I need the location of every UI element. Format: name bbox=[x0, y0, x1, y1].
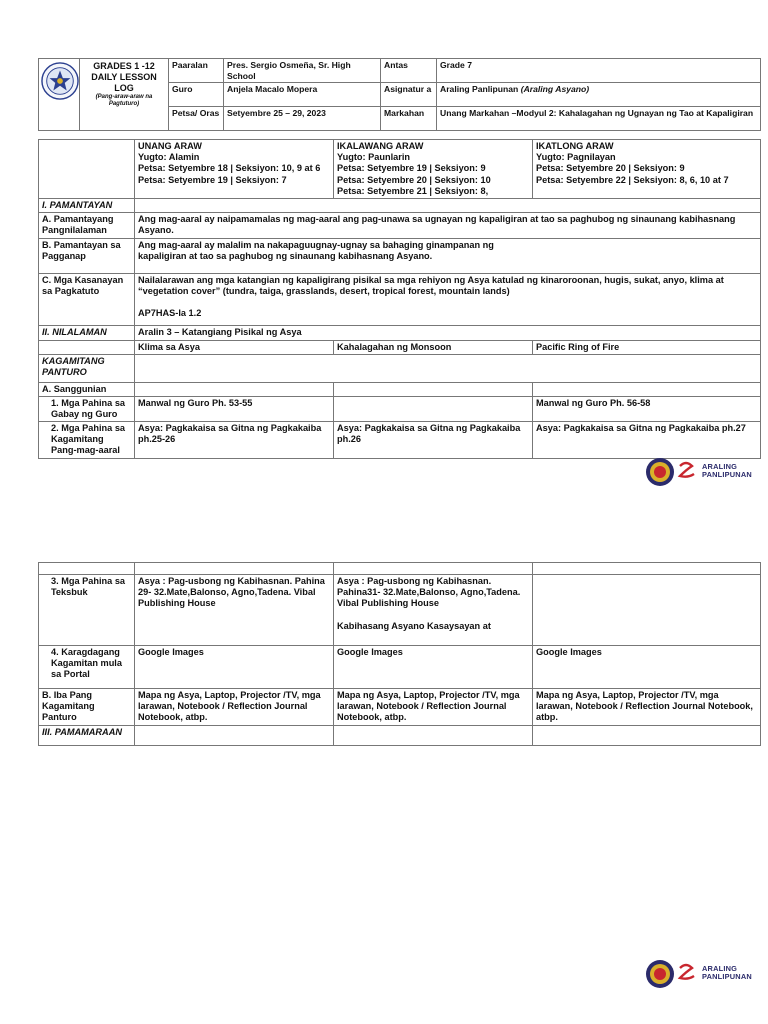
pamantayang-pangnilalaman-label: A. Pamantayang Pangnilalaman bbox=[39, 213, 135, 238]
kasanayan-text: Nailalarawan ang mga katangian ng kapaligirang pisikal sa mga rehiyon ng Asya katulad ng kinaroroonan, hugis, sukat, anyo, klima at “vegetation cover” (tundra, taiga, grasslands, desert, tropical forest, mountain lands) bbox=[138, 274, 724, 296]
brand-line1: ARALING bbox=[702, 964, 738, 973]
teksbuk-2: Asya : Pag-usbong ng Kabihasnan. Pahina31- 32.Mate,Balonso, Agno,Tadena. Vibal Publishing House bbox=[337, 576, 521, 609]
nilalaman-text: Aralin 3 – Katangiang Pisikal ng Asya bbox=[135, 325, 761, 340]
iba-pang-3: Mapa ng Asya, Laptop, Projector /TV, mga larawan, Notebook / Reflection Journal Notebook, atbp. bbox=[533, 689, 761, 726]
guro-label: Guro bbox=[169, 83, 224, 107]
kagamitan-label-cell bbox=[39, 422, 135, 459]
pamamaraan-heading: III. PAMAMARAAN bbox=[42, 727, 122, 737]
sanggunian-label: A. Sanggunian bbox=[39, 382, 135, 396]
sanggunian-blank-1 bbox=[135, 382, 334, 396]
globe-badge-icon bbox=[644, 456, 704, 488]
day-header-2 bbox=[334, 140, 533, 199]
pamamaraan-blank-2 bbox=[334, 726, 533, 746]
karagdagang-3: Google Images bbox=[533, 646, 761, 689]
kagamitang-blank bbox=[135, 354, 761, 382]
kagamitang-heading: KAGAMITANG PANTURO bbox=[39, 354, 135, 382]
pamamaraan-blank-1 bbox=[135, 726, 334, 746]
karagdagang-label-cell bbox=[39, 646, 135, 689]
p2-blank-2 bbox=[334, 563, 533, 575]
topic-1: Klima sa Asya bbox=[135, 340, 334, 354]
pamantayan-blank bbox=[135, 199, 761, 213]
p2-blank-3 bbox=[533, 563, 761, 575]
pamantayan-pagganap-label: B. Pamantayan sa Pagganap bbox=[39, 238, 135, 273]
dll-title: GRADES 1 -12 DAILY LESSON LOG bbox=[91, 61, 157, 93]
asignatura-value bbox=[437, 83, 761, 107]
day-header-3 bbox=[533, 140, 761, 199]
petsa-label: Petsa/ Oras bbox=[169, 107, 224, 131]
iba-pang-1: Mapa ng Asya, Laptop, Projector /TV, mga larawan, Notebook / Reflection Journal Notebook, atbp. bbox=[135, 689, 334, 726]
teksbuk-2-extra: Kabihasang Asyano Kasaysayan at bbox=[337, 620, 491, 631]
nilalaman-heading: II. NILALAMAN bbox=[39, 325, 135, 340]
globe-badge-icon bbox=[644, 958, 704, 990]
day1-yugto: Yugto: Alamin bbox=[138, 152, 200, 163]
day2-petsa2: Petsa: Setyembre 20 | Seksiyon: 10 bbox=[337, 174, 491, 185]
pamamaraan-blank-3 bbox=[533, 726, 761, 746]
paaralan-value: Pres. Sergio Osmeña, Sr. High School bbox=[224, 59, 381, 83]
deped-logo-cell bbox=[39, 59, 80, 131]
lesson-table-page2 bbox=[38, 562, 761, 746]
antas-label: Antas bbox=[381, 59, 437, 83]
gabay-3: Manwal ng Guro Ph. 56-58 bbox=[533, 397, 761, 422]
gabay-label: 1. Mga Pahina sa Gabay ng Guro bbox=[51, 398, 126, 420]
sanggunian-blank-2 bbox=[334, 382, 533, 396]
araling-panlipunan-logo-2 bbox=[644, 958, 762, 990]
day3-name: IKATLONG ARAW bbox=[536, 141, 614, 151]
kagamitan-3: Asya: Pagkakaisa sa Gitna ng Pagkakaiba ph.27 bbox=[533, 422, 761, 459]
lesson-table-page1 bbox=[38, 139, 761, 459]
kasanayan-label: C. Mga Kasanayan sa Pagkatuto bbox=[39, 273, 135, 325]
teksbuk-label: 3. Mga Pahina sa Teksbuk bbox=[39, 575, 135, 646]
petsa-value: Setyembre 25 – 29, 2023 bbox=[224, 107, 381, 131]
p2-blank-1 bbox=[135, 563, 334, 575]
day1-petsa1: Petsa: Setyembre 18 | Seksiyon: 10, 9 at 6 bbox=[138, 163, 321, 174]
day2-yugto: Yugto: Paunlarin bbox=[337, 152, 410, 163]
markahan-label: Markahan bbox=[381, 107, 437, 131]
pamantayang-pangnilalaman-text: Ang mag-aaral ay naipamamalas ng mag-aaral ang pag-unawa sa ugnayan ng kapaligiran at tao sa paghubog ng sinaunang kabihasnang Asyano. bbox=[135, 213, 761, 238]
teksbuk-3 bbox=[533, 575, 761, 646]
teksbuk-2-cell bbox=[334, 575, 533, 646]
karagdagang-label: 4. Karagdagang Kagamitan mula sa Portal bbox=[51, 647, 122, 680]
kagamitan-1: Asya: Pagkakaisa sa Gitna ng Pagkakaiba ph.25-26 bbox=[135, 422, 334, 459]
gabay-1: Manwal ng Guro Ph. 53-55 bbox=[135, 397, 334, 422]
brand-text bbox=[702, 965, 752, 981]
sanggunian-blank-3 bbox=[533, 382, 761, 396]
day-header-empty bbox=[39, 140, 135, 199]
deped-seal-icon bbox=[41, 62, 79, 100]
dll-title-cell bbox=[80, 59, 169, 131]
brand-line1: ARALING bbox=[702, 462, 738, 471]
guro-value: Anjela Macalo Mopera bbox=[224, 83, 381, 107]
p2-blank-0 bbox=[39, 563, 135, 575]
kasanayan-code: AP7HAS-Ia 1.2 bbox=[138, 308, 202, 319]
pamantayan-pagganap-text bbox=[135, 238, 761, 273]
iba-pang-label: B. Iba Pang Kagamitang Panturo bbox=[39, 689, 135, 726]
kagamitan-label: 2. Mga Pahina sa Kagamitang Pang-mag-aaral bbox=[51, 423, 126, 456]
day2-petsa1: Petsa: Setyembre 19 | Seksiyon: 9 bbox=[337, 163, 486, 174]
asignatura-italic: (Araling Asyano) bbox=[520, 84, 590, 95]
day2-name: IKALAWANG ARAW bbox=[337, 141, 424, 151]
asignatura-text: Araling Panlipunan bbox=[440, 84, 519, 95]
araling-panlipunan-logo-1 bbox=[644, 456, 762, 488]
kagamitan-2: Asya: Pagkakaisa sa Gitna ng Pagkakaiba ph.26 bbox=[334, 422, 533, 459]
header-table bbox=[38, 58, 761, 131]
day3-petsa1: Petsa: Setyembre 20 | Seksiyon: 9 bbox=[536, 163, 685, 174]
brand-line2: PANLIPUNAN bbox=[702, 470, 752, 480]
topic-3: Pacific Ring of Fire bbox=[533, 340, 761, 354]
day3-petsa2: Petsa: Setyembre 22 | Seksiyon: 8, 6, 10 at 7 bbox=[536, 174, 729, 185]
pamantayan-pagganap-body: Ang mag-aaral ay malalim na nakapaguugnay-ugnay sa bahaging ginampanan ng kapaligiran at tao sa paghubog ng sinaunang kabihasnang Asyano. bbox=[138, 239, 494, 261]
day3-yugto: Yugto: Pagnilayan bbox=[536, 152, 616, 163]
day2-petsa3: Petsa: Setyembre 21 | Seksiyon: 8, bbox=[337, 185, 489, 196]
asignatura-label: Asignatur a bbox=[381, 83, 437, 107]
brand-text bbox=[702, 463, 752, 479]
dll-subtitle: (Pang-araw-araw na Pagtuturo) bbox=[95, 94, 153, 107]
day-header-1 bbox=[135, 140, 334, 199]
markahan-value: Unang Markahan –Modyul 2: Kahalagahan ng Ugnayan ng Tao at Kapaligiran bbox=[437, 107, 761, 131]
pamamaraan-heading-cell bbox=[39, 726, 135, 746]
day1-petsa2: Petsa: Setyembre 19 | Seksiyon: 7 bbox=[138, 174, 287, 185]
gabay-2 bbox=[334, 397, 533, 422]
iba-pang-2: Mapa ng Asya, Laptop, Projector /TV, mga larawan, Notebook / Reflection Journal Notebook, atbp. bbox=[334, 689, 533, 726]
topics-blank bbox=[39, 340, 135, 354]
gabay-label-cell bbox=[39, 397, 135, 422]
paaralan-label: Paaralan bbox=[169, 59, 224, 83]
karagdagang-1: Google Images bbox=[135, 646, 334, 689]
day1-name: UNANG ARAW bbox=[138, 141, 202, 151]
brand-line2: PANLIPUNAN bbox=[702, 972, 752, 982]
antas-value: Grade 7 bbox=[437, 59, 761, 83]
karagdagang-2: Google Images bbox=[334, 646, 533, 689]
topic-2: Kahalagahan ng Monsoon bbox=[334, 340, 533, 354]
teksbuk-1: Asya : Pag-usbong ng Kabihasnan. Pahina 29- 32.Mate,Balonso, Agno,Tadena. Vibal Publishing House bbox=[135, 575, 334, 646]
kasanayan-cell bbox=[135, 273, 761, 325]
pamantayan-heading: I. PAMANTAYAN bbox=[39, 199, 135, 213]
